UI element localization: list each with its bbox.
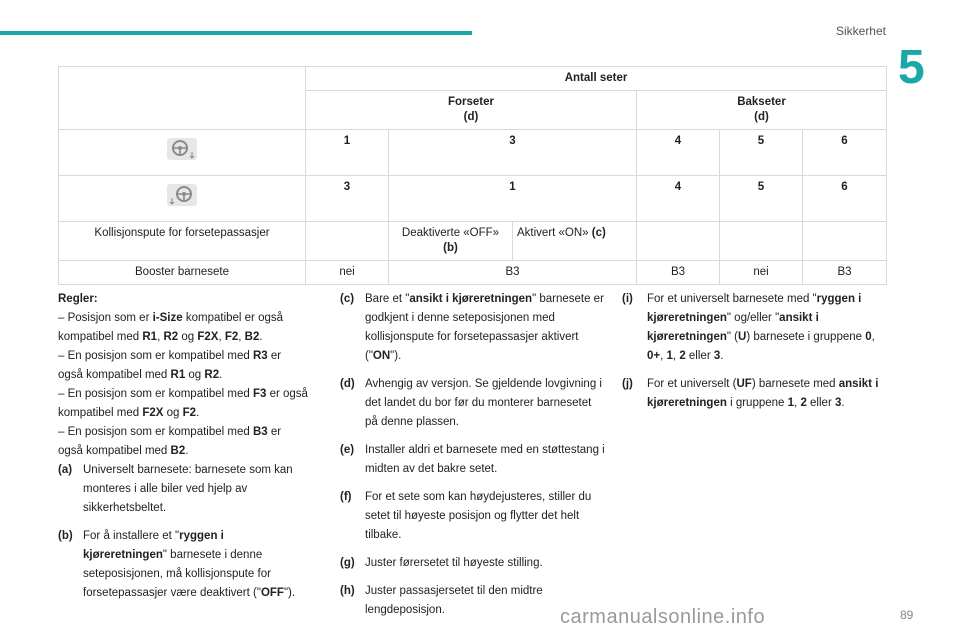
note-label: (h): [340, 585, 355, 597]
note-label: (i): [622, 293, 633, 305]
bold-text: 0: [865, 331, 872, 343]
bold-text: B2: [244, 331, 260, 343]
bold-text: ryggen i kjøreretningen: [647, 293, 862, 324]
text-run: ,: [794, 397, 801, 409]
airbag-deactivated-ref: (b): [443, 242, 458, 254]
bold-text: 1: [666, 350, 673, 362]
bold-text: R2: [204, 369, 220, 381]
rear-seats-header: [637, 91, 887, 130]
bold-text: 2: [679, 350, 686, 362]
note-a: [58, 461, 308, 518]
text-run: – En posisjon som er kompatibel med: [58, 388, 253, 400]
bold-text: F2: [182, 407, 197, 419]
seat-compatibility-table: [58, 66, 887, 285]
text-run: Universelt barnesete: barnesete som kan monteres i alle biler ved hjelp av sikkerhetsbeltet.: [83, 464, 293, 514]
bold-text: R1: [142, 331, 158, 343]
text-run: – En posisjon som er kompatibel med: [58, 426, 253, 438]
booster-row-label: Booster barnesete: [59, 261, 306, 285]
text-run: ) barnesete med: [751, 378, 839, 390]
table-cell: B3: [637, 261, 720, 285]
table-cell: B3: [389, 261, 637, 285]
text-run: ,: [157, 331, 164, 343]
bold-text: F2: [224, 331, 239, 343]
table-cell: 4: [637, 176, 720, 222]
rule-line: [58, 347, 308, 385]
table-row: [59, 261, 887, 285]
table-cell: 3: [306, 176, 389, 222]
note-e: [340, 441, 606, 479]
text-run: For et universelt barnesete med ": [647, 293, 817, 305]
note-d: [340, 375, 606, 432]
bold-text: 3: [834, 397, 842, 409]
text-run: Juster førersetet til høyeste stilling.: [365, 557, 543, 569]
section-title: Sikkerhet: [835, 24, 886, 38]
note-i: [622, 290, 888, 366]
text-run: For et universelt (: [647, 378, 737, 390]
text-run: Bare et ": [365, 293, 410, 305]
bold-text: 1: [787, 397, 795, 409]
note-f: [340, 488, 606, 545]
table-row: [59, 130, 887, 176]
table-row: [59, 176, 887, 222]
bold-text: ON: [372, 350, 391, 362]
text-run: og: [178, 331, 198, 343]
front-seats-header: [306, 91, 637, 130]
table-cell: 1: [306, 130, 389, 176]
bold-text: 3: [713, 350, 721, 362]
table-cell: [637, 222, 720, 261]
steering-wheel-icon-cell: [59, 176, 306, 222]
bold-text: F2X: [197, 331, 219, 343]
text-run: er også kompatibel med: [58, 426, 282, 457]
steering-wheel-icon: [167, 138, 197, 160]
table-cell: 5: [720, 130, 803, 176]
bold-text: R1: [170, 369, 186, 381]
bold-text: B3: [252, 426, 268, 438]
text-run: For å installere et ": [83, 530, 180, 542]
table-cell: 6: [803, 176, 887, 222]
table-heading: Antall seter: [306, 67, 887, 91]
steering-wheel-icon: [167, 184, 197, 206]
note-c: [340, 290, 606, 366]
bold-text: U: [738, 331, 747, 343]
text-run: ,: [672, 350, 680, 362]
note-label: (d): [340, 378, 355, 390]
text-run: i gruppene: [726, 397, 788, 409]
text-run: ,: [660, 350, 667, 362]
text-run: Juster passasjersetet til den midtre lengdeposisjon.: [365, 585, 543, 616]
text-run: For et sete som kan høydejusteres, stiller du setet til høyeste posisjon og flytter det helt tilbake.: [365, 491, 592, 541]
note-label: (c): [340, 293, 355, 305]
header-accent-bar: [0, 31, 472, 35]
text-column-middle: [340, 290, 606, 629]
note-label: (j): [622, 378, 633, 390]
text-run: .: [841, 397, 845, 409]
table-corner-cell: [59, 67, 306, 130]
note-label: (b): [58, 530, 73, 542]
text-run: ").: [283, 587, 296, 599]
text-run: ,: [238, 331, 245, 343]
table-cell: B3: [803, 261, 887, 285]
text-column-right: [622, 290, 888, 422]
note-j: [622, 375, 888, 413]
text-run: kompatibel er også kompatibel med: [58, 312, 284, 343]
text-run: Installer aldri et barnesete med en støttestang i midten av det bakre setet.: [365, 444, 605, 475]
airbag-deactivated-cell: [389, 222, 513, 261]
front-seats-label: Forseter: [447, 96, 495, 108]
page-number: 89: [900, 608, 914, 622]
note-label: (f): [340, 491, 352, 503]
table-cell: nei: [306, 261, 389, 285]
note-label: (a): [58, 464, 73, 476]
bold-text: 2: [800, 397, 807, 409]
text-run: ").: [390, 350, 402, 362]
note-b: [58, 527, 308, 603]
text-run: – Posisjon som er: [58, 312, 153, 324]
text-column-left: [58, 290, 308, 612]
rule-line: [58, 385, 308, 423]
watermark: carmanualsonline.info: [560, 606, 766, 628]
text-run: – En posisjon som er kompatibel med: [58, 350, 253, 362]
bold-text: ryggen i kjøreretningen: [83, 530, 224, 561]
table-cell: 6: [803, 130, 887, 176]
bold-text: UF: [736, 378, 752, 390]
text-run: eller: [806, 397, 835, 409]
rules-title: Regler:: [58, 293, 98, 305]
bold-text: ansikt i kjøreretningen: [647, 378, 879, 409]
rear-seats-label: Bakseter: [737, 96, 786, 108]
text-run: er også kompatibel med: [58, 388, 308, 419]
rule-line: [58, 423, 308, 461]
airbag-row-label: Kollisjonspute for forsetepassasjer: [59, 222, 306, 261]
rear-seats-ref: (d): [754, 111, 769, 123]
table-cell: [306, 222, 389, 261]
bold-text: F3: [252, 388, 267, 400]
text-run: " (: [726, 331, 738, 343]
bold-text: ansikt i kjøreretningen: [647, 312, 819, 343]
front-seats-ref: (d): [463, 111, 479, 123]
note-g: [340, 554, 606, 573]
airbag-deactivated-label: Deaktiverte «OFF»: [401, 227, 500, 239]
steering-wheel-icon-cell: [59, 130, 306, 176]
notes-list: [58, 461, 308, 603]
text-run: .: [259, 331, 263, 343]
text-run: og: [163, 407, 183, 419]
table-row: [59, 222, 887, 261]
airbag-activated-ref: (c): [591, 227, 606, 239]
text-run: " og/eller ": [726, 312, 780, 324]
table-cell: 3: [389, 130, 637, 176]
text-run: .: [219, 369, 223, 381]
table-cell: [720, 222, 803, 261]
text-run: .: [720, 350, 724, 362]
text-run: ,: [218, 331, 225, 343]
table-cell: [803, 222, 887, 261]
bold-text: ansikt i kjøreretningen: [409, 293, 533, 305]
note-label: (g): [340, 557, 355, 569]
text-run: .: [196, 407, 200, 419]
table-cell: 4: [637, 130, 720, 176]
chapter-number: 5: [898, 41, 925, 94]
text-run: " barnesete er godkjent i denne seteposisjonen med kollisjonspute for forsetepassasjer aktivert (": [365, 293, 604, 362]
text-run: Avhengig av versjon. Se gjeldende lovgivning i det landet du bor før du monterer barnesetet på denne plassen.: [365, 378, 602, 428]
text-run: er også kompatibel med: [58, 350, 282, 381]
text-run: ) barnesete i gruppene: [746, 331, 866, 343]
table-cell: nei: [720, 261, 803, 285]
text-run: eller: [685, 350, 714, 362]
bold-text: OFF: [260, 587, 284, 599]
text-run: " barnesete i denne seteposisjonen, må kollisjonspute for forsetepassasjer være deaktivert (": [83, 549, 271, 599]
rules-list: [58, 309, 308, 461]
text-run: .: [185, 445, 189, 457]
table-cell: 5: [720, 176, 803, 222]
airbag-activated-cell: [513, 222, 637, 261]
airbag-activated-label: Aktivert «ON»: [517, 227, 592, 239]
text-run: og: [185, 369, 205, 381]
bold-text: 0+: [647, 350, 661, 362]
bold-text: F2X: [142, 407, 164, 419]
bold-text: B2: [170, 445, 186, 457]
rule-line: [58, 309, 308, 347]
bold-text: R2: [163, 331, 179, 343]
bold-text: R3: [252, 350, 268, 362]
table-cell: 1: [389, 176, 637, 222]
bold-text: i-Size: [152, 312, 183, 324]
note-label: (e): [340, 444, 355, 456]
text-run: ,: [871, 331, 875, 343]
